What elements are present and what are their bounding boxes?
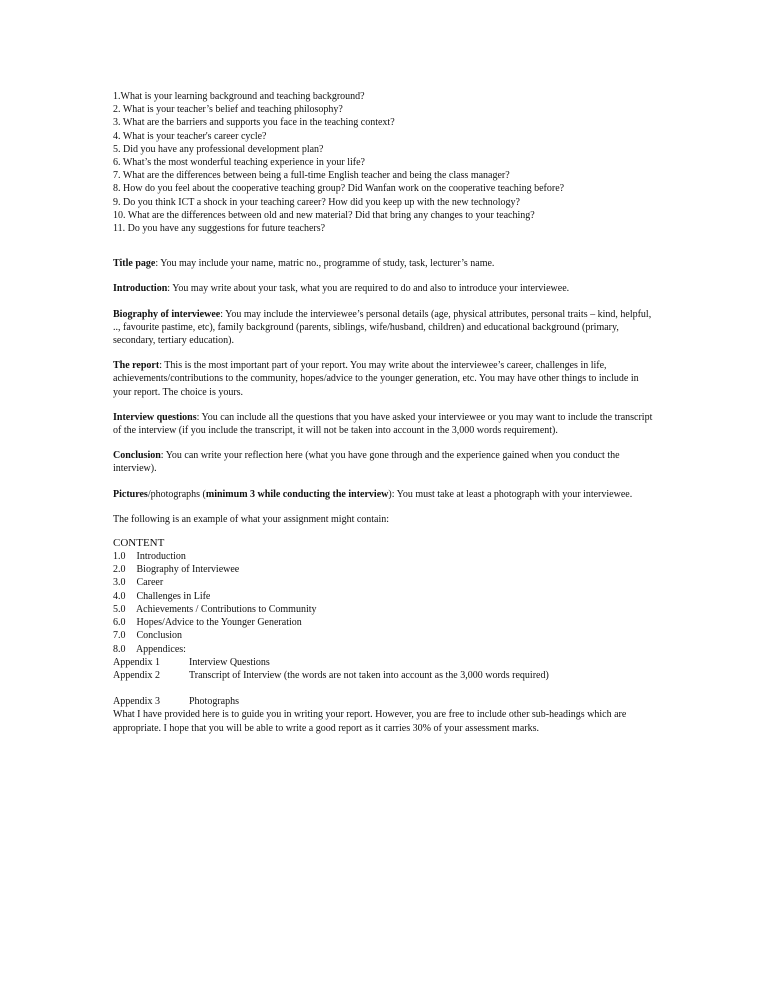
content-item [113,629,658,642]
appendix-label: Appendix 2 [113,669,160,681]
section-heading: Title page [113,258,156,270]
question-item: 10. What are the differences between old and new material? Did that bring any changes to your teaching? [113,209,535,221]
question-item: 2. What is your teacher’s belief and teaching philosophy? [113,104,343,116]
question-item: 9. Do you think ICT a shock in your teaching career? How did you keep up with the new technology? [113,196,520,208]
content-item-label: Achievements / Contributions to Community [135,603,317,615]
appendix-text: Photographs [189,696,239,708]
content-item-number: 1.0 [113,551,126,563]
appendix-item [113,695,658,708]
content-item-label: Conclusion [136,630,183,642]
content-item [113,550,658,563]
section-heading: Interview questions [113,411,197,423]
section-text: : You may include your name, matric no., programme of study, task, lecturer’s name. [155,258,495,270]
appendix-label: Appendix 1 [113,656,160,668]
appendix-item [113,656,658,669]
section-heading: Pictures [113,488,148,500]
content-item-label: Challenges in Life [136,590,211,602]
question-item: 3. What are the barriers and supports you face in the teaching context? [113,117,395,129]
content-heading: CONTENT [113,537,165,550]
biography-section [113,308,658,348]
question-list [113,90,658,235]
content-item [113,603,658,616]
conclusion-section [113,449,658,475]
appendix-item [113,669,658,682]
section-bold-note: minimum 3 while conducting the interview [205,488,389,500]
appendix-label: Appendix 3 [113,696,160,708]
document-page [113,90,658,735]
section-text: /photographs ( [147,488,206,500]
appendix-text: Interview Questions [189,656,270,668]
content-item-number: 8.0 [113,643,126,655]
content-item-label: Introduction [136,551,186,563]
content-item-label: Hopes/Advice to the Younger Generation [136,617,302,629]
content-item [113,643,658,656]
content-item-number: 4.0 [113,590,126,602]
section-text: : You may include the interviewee’s personal details (age, physical attributes, personal traits – kind, helpful, .., favourite pastime, etc), family background (parents, siblings, wife/husband, children) and educational background (primary, secondary, tertiary education). [113,308,652,347]
content-item-number: 2.0 [113,564,126,576]
content-item-label: Appendices: [135,643,186,655]
content-item-number: 3.0 [113,577,126,589]
introduction-section [113,282,658,295]
question-item: 11. Do you have any suggestions for future teachers? [113,223,326,235]
section-heading: The report [113,360,160,372]
question-item: 4. What is your teacher's career cycle? [113,130,267,142]
content-item-number: 5.0 [113,603,126,615]
question-item: 6. What’s the most wonderful teaching experience in your life? [113,157,365,169]
section-text: : You can include all the questions that you have asked your interviewee or you may want to include the transcript of the interview (if you include the transcript, it will not be taken into account in the 3,000 words requirement). [113,411,653,437]
pictures-section [113,488,658,501]
question-item: 1.What is your learning background and teaching background? [113,91,365,102]
section-text: : You may write about your task, what you are required to do and also to introduce your interviewee. [167,283,570,295]
report-section [113,359,658,399]
content-item-number: 7.0 [113,630,126,642]
content-item-label: Biography of Interviewee [136,564,240,576]
question-item: 8. How do you feel about the cooperative teaching group? Did Wanfan work on the cooperative teaching before? [113,183,565,195]
section-heading: Introduction [113,283,168,295]
content-item-number: 6.0 [113,617,126,629]
appendix-text: Transcript of Interview (the words are not taken into account as the 3,000 words required) [189,669,549,681]
section-text: ): You must take at least a photograph with your interviewee. [388,488,633,500]
content-outline [113,537,658,708]
closing-paragraph: What I have provided here is to guide you in writing your report. However, you are free to include other sub-headings which are appropriate. I hope that you will be able to write a good report as it carries 30% of your assessment marks. [113,709,627,734]
section-text: : You can write your reflection here (what you have gone through and the experience gained when you conduct the interview). [113,450,620,475]
title-page-section [113,257,658,270]
section-text: : This is the most important part of your report. You may write about the interviewee’s career, challenges in life, achievements/contributions to the community, hopes/advice to the younger generation, etc. You may have other things to include in your report. The choice is yours. [113,360,639,398]
section-heading: Conclusion [113,450,161,462]
content-item [113,563,658,576]
example-intro: The following is an example of what your assignment might contain: [113,513,390,525]
question-item: 7. What are the differences between being a full-time English teacher and being the class manager? [113,170,510,182]
content-item [113,616,658,629]
question-item: 5. Did you have any professional development plan? [113,143,324,155]
content-item-label: Career [136,577,164,589]
content-item [113,576,658,589]
content-item [113,590,658,603]
interview-questions-section [113,411,658,437]
section-heading: Biography of interviewee [113,308,221,320]
